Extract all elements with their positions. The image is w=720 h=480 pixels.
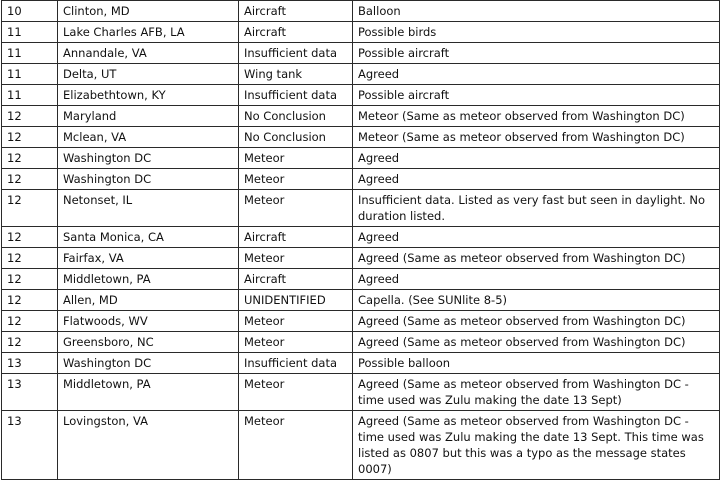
location-cell: Fairfax, VA [58, 248, 239, 269]
location-cell: Lovingston, VA [58, 411, 239, 480]
explanation-cell: Meteor [239, 248, 353, 269]
day-cell: 11 [2, 22, 58, 43]
evaluation-cell: Possible aircraft [353, 85, 720, 106]
evaluation-cell: Possible aircraft [353, 43, 720, 64]
table-row [2, 227, 720, 248]
day-cell: 12 [2, 311, 58, 332]
location-cell: Clinton, MD [58, 1, 239, 22]
evaluation-cell: Capella. (See SUNlite 8-5) [353, 290, 720, 311]
table-row [2, 43, 720, 64]
explanation-cell: Meteor [239, 374, 353, 411]
explanation-cell: Meteor [239, 169, 353, 190]
day-cell: 12 [2, 106, 58, 127]
evaluation-cell: Possible balloon [353, 353, 720, 374]
location-cell: Mclean, VA [58, 127, 239, 148]
location-cell: Middletown, PA [58, 374, 239, 411]
day-cell: 11 [2, 85, 58, 106]
explanation-cell: Aircraft [239, 269, 353, 290]
explanation-cell: No Conclusion [239, 127, 353, 148]
evaluation-cell: Insufficient data. Listed as very fast but seen in daylight. No duration listed. [353, 190, 720, 227]
table-row [2, 148, 720, 169]
explanation-cell: Meteor [239, 311, 353, 332]
table-row [2, 106, 720, 127]
location-cell: Delta, UT [58, 64, 239, 85]
location-cell: Maryland [58, 106, 239, 127]
evaluation-cell: Agreed [353, 169, 720, 190]
evaluation-cell: Agreed [353, 269, 720, 290]
day-cell: 12 [2, 332, 58, 353]
explanation-cell: Wing tank [239, 64, 353, 85]
location-cell: Washington DC [58, 353, 239, 374]
evaluation-cell: Agreed (Same as meteor observed from Washington DC - time used was Zulu making the date 13 Sept. This time was listed as 0807 but this was a typo as the message states 0007) [353, 411, 720, 480]
explanation-cell: Aircraft [239, 227, 353, 248]
location-cell: Lake Charles AFB, LA [58, 22, 239, 43]
location-cell: Washington DC [58, 148, 239, 169]
sighting-evaluation-table [1, 0, 720, 480]
day-cell: 13 [2, 411, 58, 480]
table-row [2, 1, 720, 22]
location-cell: Flatwoods, WV [58, 311, 239, 332]
evaluation-cell: Agreed [353, 227, 720, 248]
location-cell: Middletown, PA [58, 269, 239, 290]
table-row [2, 332, 720, 353]
day-cell: 13 [2, 374, 58, 411]
table-row [2, 311, 720, 332]
explanation-cell: Aircraft [239, 1, 353, 22]
day-cell: 12 [2, 169, 58, 190]
table-row [2, 353, 720, 374]
day-cell: 12 [2, 290, 58, 311]
table-row [2, 248, 720, 269]
explanation-cell: UNIDENTIFIED [239, 290, 353, 311]
evaluation-cell: Meteor (Same as meteor observed from Washington DC) [353, 127, 720, 148]
location-cell: Annandale, VA [58, 43, 239, 64]
evaluation-cell: Possible birds [353, 22, 720, 43]
evaluation-cell: Meteor (Same as meteor observed from Washington DC) [353, 106, 720, 127]
day-cell: 12 [2, 127, 58, 148]
location-cell: Elizabethtown, KY [58, 85, 239, 106]
day-cell: 12 [2, 227, 58, 248]
explanation-cell: Insufficient data [239, 85, 353, 106]
table-row [2, 411, 720, 480]
day-cell: 12 [2, 248, 58, 269]
table-row [2, 169, 720, 190]
day-cell: 11 [2, 43, 58, 64]
table-body [2, 1, 720, 480]
table-row [2, 290, 720, 311]
location-cell: Netonset, IL [58, 190, 239, 227]
table-row [2, 374, 720, 411]
day-cell: 12 [2, 148, 58, 169]
table-row [2, 85, 720, 106]
table-row [2, 22, 720, 43]
evaluation-cell: Agreed (Same as meteor observed from Washington DC - time used was Zulu making the date 13 Sept) [353, 374, 720, 411]
table-row [2, 64, 720, 85]
evaluation-cell: Agreed [353, 64, 720, 85]
explanation-cell: Insufficient data [239, 43, 353, 64]
evaluation-cell: Agreed (Same as meteor observed from Washington DC) [353, 248, 720, 269]
explanation-cell: Meteor [239, 148, 353, 169]
explanation-cell: Meteor [239, 411, 353, 480]
location-cell: Allen, MD [58, 290, 239, 311]
day-cell: 13 [2, 353, 58, 374]
location-cell: Greensboro, NC [58, 332, 239, 353]
explanation-cell: Meteor [239, 332, 353, 353]
explanation-cell: Insufficient data [239, 353, 353, 374]
evaluation-cell: Agreed (Same as meteor observed from Washington DC) [353, 311, 720, 332]
day-cell: 11 [2, 64, 58, 85]
evaluation-cell: Balloon [353, 1, 720, 22]
location-cell: Santa Monica, CA [58, 227, 239, 248]
evaluation-cell: Agreed [353, 148, 720, 169]
table-row [2, 269, 720, 290]
explanation-cell: No Conclusion [239, 106, 353, 127]
explanation-cell: Aircraft [239, 22, 353, 43]
table-row [2, 190, 720, 227]
evaluation-cell: Agreed (Same as meteor observed from Washington DC) [353, 332, 720, 353]
explanation-cell: Meteor [239, 190, 353, 227]
day-cell: 10 [2, 1, 58, 22]
day-cell: 12 [2, 269, 58, 290]
day-cell: 12 [2, 190, 58, 227]
table-row [2, 127, 720, 148]
location-cell: Washington DC [58, 169, 239, 190]
